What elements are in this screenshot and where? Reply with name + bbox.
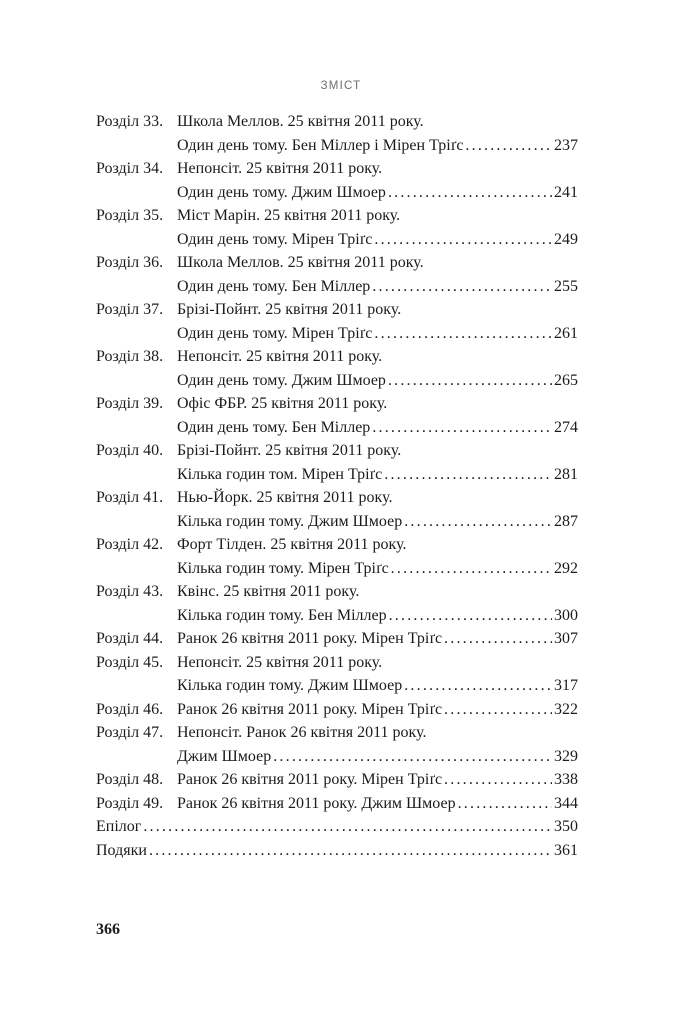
toc-line (96, 698, 578, 722)
chapter-title: Ранок 26 квітня 2011 року. Мірен Тріґс (177, 700, 443, 718)
chapter-subtitle: Один день тому. Мірен Тріґс (177, 230, 373, 248)
page-header: ЗМІСТ (320, 80, 362, 92)
table-of-contents (96, 110, 578, 862)
toc-entry (96, 768, 578, 792)
dot-leader (384, 463, 552, 487)
chapter-number: Розділ 43. (96, 583, 164, 600)
toc-line (96, 627, 578, 651)
chapter-number: Розділ 33. (96, 113, 164, 130)
toc-entry (96, 110, 578, 157)
chapter-number: Розділ 47. (96, 724, 164, 741)
page-ref: 344 (554, 794, 578, 812)
dot-leader (458, 792, 552, 816)
chapter-title: Форт Тілден. 25 квітня 2011 року. (177, 536, 407, 553)
chapter-subtitle: Кілька годин тому. Бен Міллер (177, 606, 387, 624)
toc-line (96, 580, 578, 604)
dot-leader (444, 698, 552, 722)
chapter-title: Школа Меллов. 25 квітня 2011 року. (177, 113, 424, 130)
chapter-title: Офіс ФБР. 25 квітня 2011 року. (177, 395, 388, 412)
toc-entry (96, 792, 578, 816)
section-title: Подяки (96, 841, 147, 859)
toc-entry (96, 157, 578, 204)
toc-line (96, 392, 578, 416)
chapter-title: Непонсіт. 25 квітня 2011 року. (177, 160, 383, 177)
toc-line (96, 204, 578, 228)
dot-leader (388, 369, 552, 393)
chapter-subtitle: Кілька годин тому. Джим Шмоер (177, 512, 403, 530)
toc-line (96, 604, 578, 628)
page-ref: 255 (554, 277, 578, 295)
chapter-number: Розділ 36. (96, 254, 164, 271)
chapter-subtitle: Один день тому. Джим Шмоер (177, 183, 386, 201)
chapter-title: Квінс. 25 квітня 2011 року. (177, 583, 360, 600)
indent-spacer (96, 510, 177, 534)
toc-entry (96, 533, 578, 580)
dot-leader (404, 510, 552, 534)
chapter-number: Розділ 48. (96, 771, 164, 788)
chapter-title: Ранок 26 квітня 2011 року. Мірен Тріґс (177, 771, 443, 788)
chapter-subtitle: Один день тому. Бен Міллер і Мірен Тріґс (177, 136, 464, 154)
page-ref: 292 (554, 559, 578, 577)
toc-line (96, 721, 578, 745)
toc-line (96, 745, 578, 769)
chapter-number: Розділ 34. (96, 160, 164, 177)
indent-spacer (96, 369, 177, 393)
chapter-number: Розділ 40. (96, 442, 164, 459)
chapter-number: Розділ 38. (96, 348, 164, 365)
toc-entry (96, 651, 578, 698)
toc-line (96, 251, 578, 275)
chapter-title: Міст Марін. 25 квітня 2011 року. (177, 207, 401, 224)
chapter-title: Брізі-Пойнт. 25 квітня 2011 року. (177, 442, 402, 459)
chapter-number: Розділ 44. (96, 630, 164, 647)
chapter-subtitle: Один день тому. Бен Міллер (177, 418, 371, 436)
chapter-title: Непонсіт. 25 квітня 2011 року. (177, 653, 383, 671)
toc-line (96, 110, 578, 134)
chapter-title: Нью-Йорк. 25 квітня 2011 року. (177, 489, 393, 506)
toc-line (96, 416, 578, 440)
chapter-number: Розділ 49. (96, 794, 164, 812)
toc-line (96, 275, 578, 299)
page-ref: 300 (554, 606, 578, 624)
page-ref: 274 (554, 418, 578, 436)
chapter-number: Розділ 45. (96, 653, 164, 671)
page-ref: 249 (554, 230, 578, 248)
dot-leader (465, 134, 552, 158)
chapter-subtitle: Джим Шмоер (177, 747, 272, 765)
indent-spacer (96, 674, 177, 698)
chapter-subtitle: Один день тому. Мірен Тріґс (177, 324, 373, 342)
toc-line (96, 181, 578, 205)
toc-entry (96, 204, 578, 251)
page-number: 366 (96, 921, 120, 938)
toc-entry (96, 251, 578, 298)
toc-entry (96, 627, 578, 651)
indent-spacer (96, 557, 177, 581)
chapter-subtitle: Кілька годин тому. Мірен Тріґс (177, 559, 389, 577)
chapter-number: Розділ 41. (96, 489, 164, 506)
toc-line (96, 651, 578, 675)
chapter-title: Непонсіт. Ранок 26 квітня 2011 року. (177, 724, 427, 741)
indent-spacer (96, 463, 177, 487)
chapter-title: Ранок 26 квітня 2011 року. Джим Шмоер (177, 794, 456, 812)
page-ref: 287 (554, 512, 578, 530)
toc-line (96, 533, 578, 557)
dot-leader (391, 557, 552, 581)
page-ref: 237 (554, 136, 578, 154)
page-ref: 338 (554, 771, 578, 788)
indent-spacer (96, 322, 177, 346)
indent-spacer (96, 275, 177, 299)
page-ref: 322 (554, 700, 578, 718)
dot-leader (372, 416, 552, 440)
dot-leader (444, 627, 552, 651)
chapter-number: Розділ 39. (96, 395, 164, 412)
toc-line (96, 439, 578, 463)
toc-entry (96, 815, 578, 839)
page-ref: 350 (554, 818, 578, 835)
dot-leader (374, 322, 552, 346)
dot-leader (372, 275, 552, 299)
toc-entry (96, 345, 578, 392)
page-ref: 307 (554, 630, 578, 647)
toc-entry (96, 486, 578, 533)
chapter-subtitle: Один день тому. Джим Шмоер (177, 371, 386, 389)
page-ref: 281 (554, 465, 578, 483)
indent-spacer (96, 228, 177, 252)
toc-line (96, 768, 578, 792)
chapter-number: Розділ 35. (96, 207, 164, 224)
chapter-title: Брізі-Пойнт. 25 квітня 2011 року. (177, 301, 402, 318)
toc-line (96, 369, 578, 393)
chapter-subtitle: Кілька годин тому. Джим Шмоер (177, 677, 403, 694)
dot-leader (389, 604, 552, 628)
toc-line (96, 322, 578, 346)
indent-spacer (96, 745, 177, 769)
toc-entry (96, 721, 578, 768)
toc-line (96, 486, 578, 510)
toc-line (96, 510, 578, 534)
chapter-title: Ранок 26 квітня 2011 року. Мірен Тріґс (177, 630, 443, 647)
indent-spacer (96, 181, 177, 205)
chapter-title: Непонсіт. 25 квітня 2011 року. (177, 348, 383, 365)
toc-entry (96, 839, 578, 863)
dot-leader (374, 228, 552, 252)
page-ref: 329 (554, 747, 578, 765)
page-ref: 361 (554, 841, 578, 859)
indent-spacer (96, 416, 177, 440)
chapter-subtitle: Кілька годин том. Мірен Тріґс (177, 465, 383, 483)
toc-line (96, 345, 578, 369)
page-ref: 241 (554, 183, 578, 201)
toc-line (96, 228, 578, 252)
indent-spacer (96, 604, 177, 628)
chapter-title: Школа Меллов. 25 квітня 2011 року. (177, 254, 424, 271)
toc-entry (96, 392, 578, 439)
chapter-number: Розділ 42. (96, 536, 164, 553)
dot-leader (149, 839, 552, 863)
toc-entry (96, 439, 578, 486)
page-ref: 317 (554, 677, 578, 694)
chapter-number: Розділ 46. (96, 700, 164, 718)
toc-line (96, 157, 578, 181)
dot-leader (273, 745, 552, 769)
chapter-subtitle: Один день тому. Бен Міллер (177, 277, 371, 295)
section-title: Епілог (96, 818, 142, 835)
toc-line (96, 792, 578, 816)
toc-entry (96, 580, 578, 627)
toc-line (96, 557, 578, 581)
page-ref: 261 (554, 324, 578, 342)
dot-leader (388, 181, 552, 205)
toc-entry (96, 698, 578, 722)
dot-leader (404, 674, 552, 698)
chapter-number: Розділ 37. (96, 301, 164, 318)
toc-line (96, 463, 578, 487)
dot-leader (444, 768, 552, 792)
toc-line (96, 298, 578, 322)
toc-entry (96, 298, 578, 345)
page-ref: 265 (554, 371, 578, 389)
dot-leader (143, 815, 552, 839)
indent-spacer (96, 134, 177, 158)
toc-line (96, 674, 578, 698)
toc-line (96, 134, 578, 158)
